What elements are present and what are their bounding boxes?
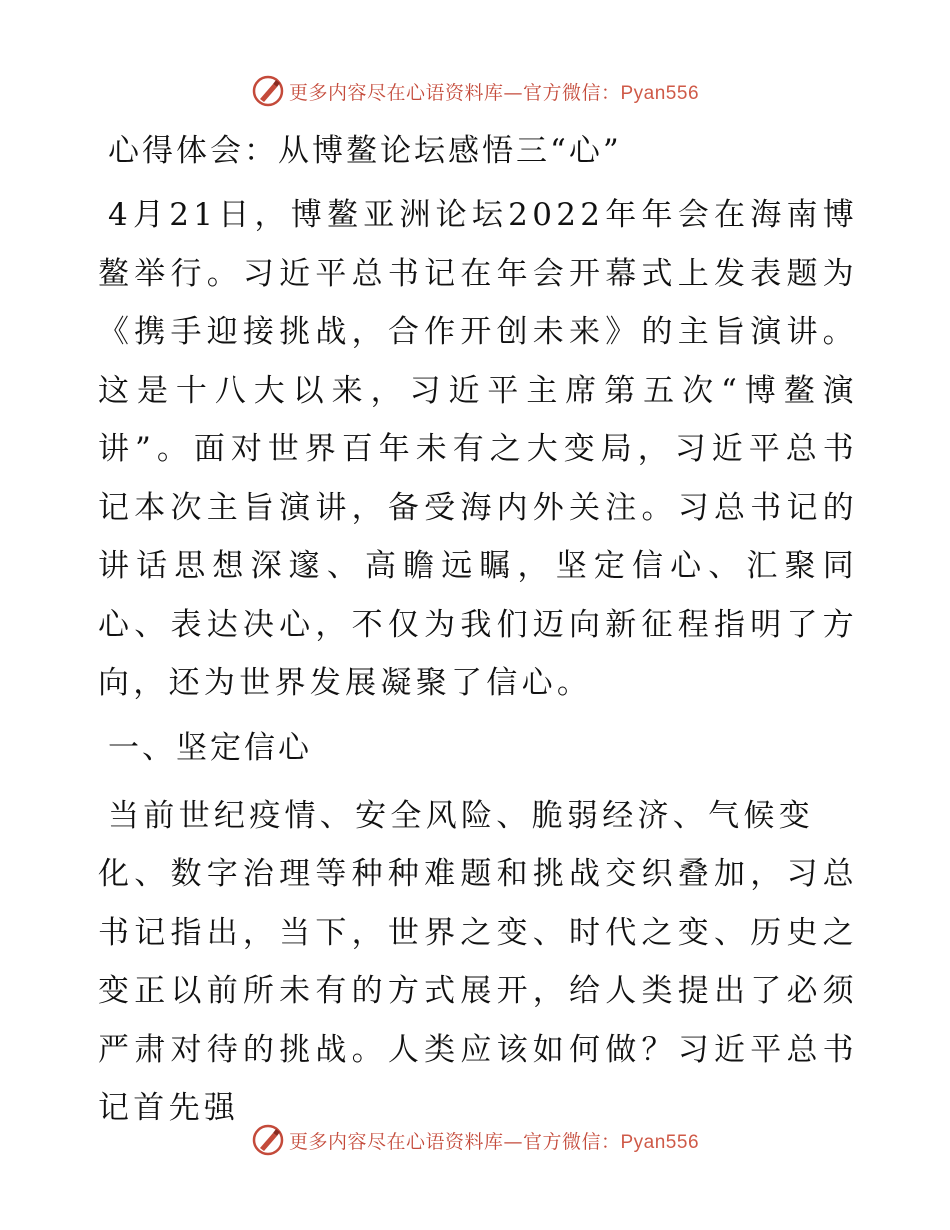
watermark-label: 更多内容尽在心语资料库—官方微信： bbox=[288, 81, 621, 104]
pen-logo-icon bbox=[251, 74, 285, 108]
paragraph-2-first-line: 当前世纪疫情、安全风险、脆弱经济、气候变 bbox=[108, 797, 814, 834]
paragraph-1 bbox=[98, 186, 858, 713]
watermark-wechat-id: Pyan556 bbox=[620, 1131, 700, 1153]
document-body bbox=[98, 122, 858, 1138]
paragraph-1-first-line: 4月21日，博鳌亚洲论坛2022年年会在海南博鳌 bbox=[98, 197, 858, 292]
paragraph-2-body: 化、数字治理等种种难题和挑战交织叠加，习总书记指出，当下，世界之变、时代之变、历史之变正以前所未有的方式展开，给人类提出了必须严肃对待的挑战。人类应该如何做？习近平总书记首先强 bbox=[98, 856, 858, 1126]
watermark-header bbox=[0, 71, 950, 111]
watermark-text bbox=[289, 1127, 699, 1154]
watermark-text bbox=[289, 78, 699, 105]
pen-logo-icon bbox=[251, 1123, 285, 1157]
watermark-label: 更多内容尽在心语资料库—官方微信： bbox=[288, 1130, 621, 1153]
document-title: 心得体会：从博鳌论坛感悟三“心” bbox=[108, 133, 622, 169]
paragraph-2 bbox=[98, 787, 858, 1138]
watermark-wechat-id: Pyan556 bbox=[620, 82, 700, 104]
watermark-footer bbox=[0, 1120, 950, 1160]
paragraph-1-body: 举行。习近平总书记在年会开幕式上发表题为《携手迎接挑战，合作开创未来》的主旨演讲。这是十八大以来，习近平主席第五次“博鳌演讲”。面对世界百年未有之大变局，习近平总书记本次主旨演讲，备受海内外关注。习总书记的讲话思想深邃、高瞻远瞩，坚定信心、汇聚同心、表达决心，不仅为我们迈向新征程指明了方向，还为世界发展凝聚了信心。 bbox=[98, 255, 858, 701]
section-heading-1: 一、坚定信心 bbox=[108, 729, 312, 766]
